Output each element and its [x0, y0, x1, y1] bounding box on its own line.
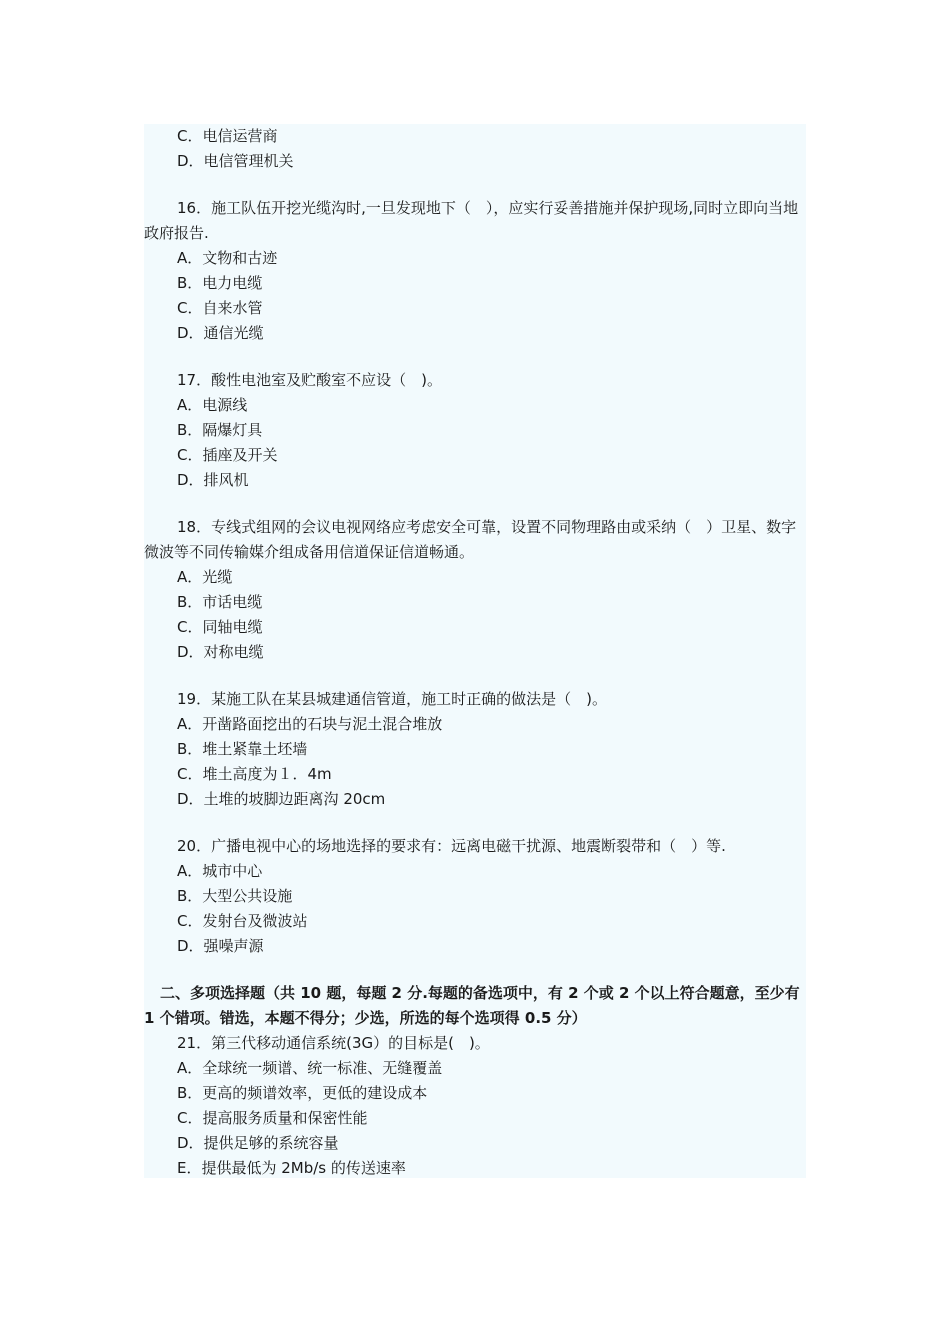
option-d: D．通信光缆	[177, 324, 264, 342]
option-b: B．隔爆灯具	[177, 421, 263, 439]
option-c: C．插座及开关	[177, 446, 278, 464]
option-d: D．土堆的坡脚边距离沟 20cm	[177, 790, 386, 808]
option-e: E．提供最低为 2Mb/s 的传送速率	[177, 1159, 406, 1177]
option-b: B．市话电缆	[177, 593, 263, 611]
option-d: D．对称电缆	[177, 643, 264, 661]
question-stem: 17．酸性电池室及贮酸室不应设（ )。	[177, 371, 442, 389]
option-d: D．排风机	[177, 471, 249, 489]
option-a: A．光缆	[177, 568, 233, 586]
option-d: D．提供足够的系统容量	[177, 1134, 339, 1152]
question-20	[144, 834, 806, 959]
question-19	[144, 687, 806, 812]
exam-content	[144, 124, 806, 1181]
option-a: A．全球统一频谱、统一标准、无缝覆盖	[177, 1059, 443, 1077]
question-18	[144, 515, 806, 665]
option-b: B．大型公共设施	[177, 887, 293, 905]
question-stem: 19．某施工队在某县城建通信管道，施工时正确的做法是（ )。	[177, 690, 607, 708]
option-c: C．发射台及微波站	[177, 912, 308, 930]
option-a: A．城市中心	[177, 862, 263, 880]
option-a: A．文物和古迹	[177, 249, 278, 267]
option-c: C．堆土高度为１．4m	[177, 765, 332, 783]
section-heading-multiple-choice: 二、多项选择题（共 10 题，每题 2 分.每题的备选项中，有 2 个或 2 个以上符合题意，至少有 1 个错项。错选，本题不得分；少选，所选的每个选项得 0.5 分）	[144, 984, 800, 1027]
option-b: B．堆土紧靠土坯墙	[177, 740, 308, 758]
option-c: C．电信运营商	[177, 127, 278, 145]
option-c: C．同轴电缆	[177, 618, 263, 636]
question-stem: 18．专线式组网的会议电视网络应考虑安全可靠，设置不同物理路由或采纳（ ）卫星、数字微波等不同传输媒介组成备用信道保证信道畅通。	[144, 518, 797, 561]
option-c: C．提高服务质量和保密性能	[177, 1109, 368, 1127]
question-15-tail	[144, 124, 806, 174]
question-stem: 16．施工队伍开挖光缆沟时,一旦发现地下（ ），应实行妥善措施并保护现场,同时立即向当地政府报告.	[144, 199, 799, 242]
question-17	[144, 368, 806, 493]
option-b: B．更高的频谱效率，更低的建设成本	[177, 1084, 428, 1102]
option-a: A．开凿路面挖出的石块与泥土混合堆放	[177, 715, 443, 733]
question-21	[144, 1031, 806, 1181]
question-stem: 20．广播电视中心的场地选择的要求有：远离电磁干扰源、地震断裂带和（ ）等.	[177, 837, 726, 855]
option-d: D．强噪声源	[177, 937, 264, 955]
option-d: D．电信管理机关	[177, 152, 294, 170]
option-a: A．电源线	[177, 396, 248, 414]
question-16	[144, 196, 806, 346]
question-stem: 21．第三代移动通信系统(3G）的目标是( )。	[177, 1034, 490, 1052]
option-b: B．电力电缆	[177, 274, 263, 292]
option-c: C．自来水管	[177, 299, 263, 317]
